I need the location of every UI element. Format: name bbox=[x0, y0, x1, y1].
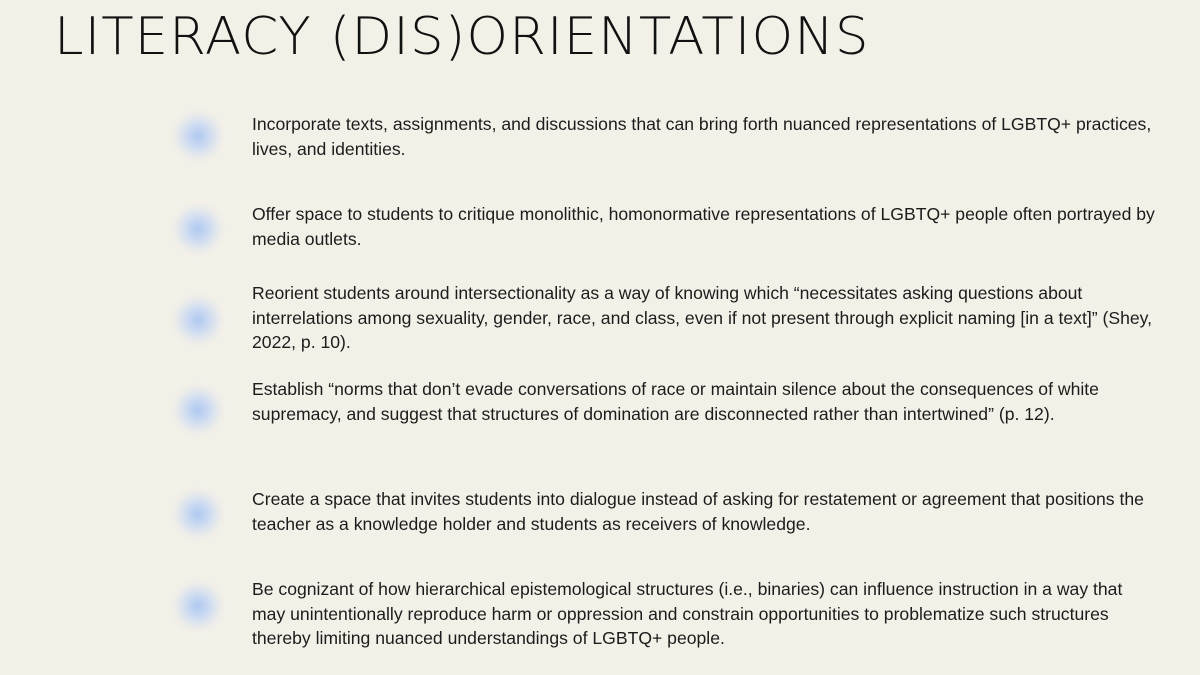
bullet-text: Offer space to students to critique monolithic, homonormative representations of LGBTQ+ people often portrayed by media outlets. bbox=[252, 204, 1155, 249]
bullet-dot-icon bbox=[172, 384, 224, 436]
slide-title: LITERACY (DIS)ORIENTATIONS bbox=[54, 7, 870, 67]
bullet-dot-icon bbox=[172, 294, 224, 346]
bullet-dot-icon bbox=[172, 488, 224, 540]
bullet-dot-icon bbox=[172, 203, 224, 255]
bullet-text: Incorporate texts, assignments, and discussions that can bring forth nuanced representations of LGBTQ+ practices, lives, and identities. bbox=[252, 114, 1152, 159]
bullet-dot-icon bbox=[172, 110, 224, 162]
bullet-dot-icon bbox=[172, 580, 224, 632]
bullet-text: Be cognizant of how hierarchical epistemological structures (i.e., binaries) can influence instruction in a way that may unintentionally reproduce harm or oppression and constrain opportunities to problematize such structures thereby limiting nuanced understandings of LGBTQ+ people. bbox=[252, 579, 1123, 648]
bullet-text: Reorient students around intersectionality as a way of knowing which “necessitates asking questions about interrelations among sexuality, gender, race, and class, even if not present through explicit naming [in a text]” (Shey, 2022, p. 10). bbox=[252, 283, 1153, 352]
bullet-text: Create a space that invites students into dialogue instead of asking for restatement or agreement that positions the teacher as a knowledge holder and students as receivers of knowledge. bbox=[252, 489, 1144, 534]
bullet-text: Establish “norms that don’t evade conversations of race or maintain silence about the consequences of white supremacy, and suggest that structures of domination are disconnected rather than intertwined” (p. 12). bbox=[252, 379, 1099, 424]
